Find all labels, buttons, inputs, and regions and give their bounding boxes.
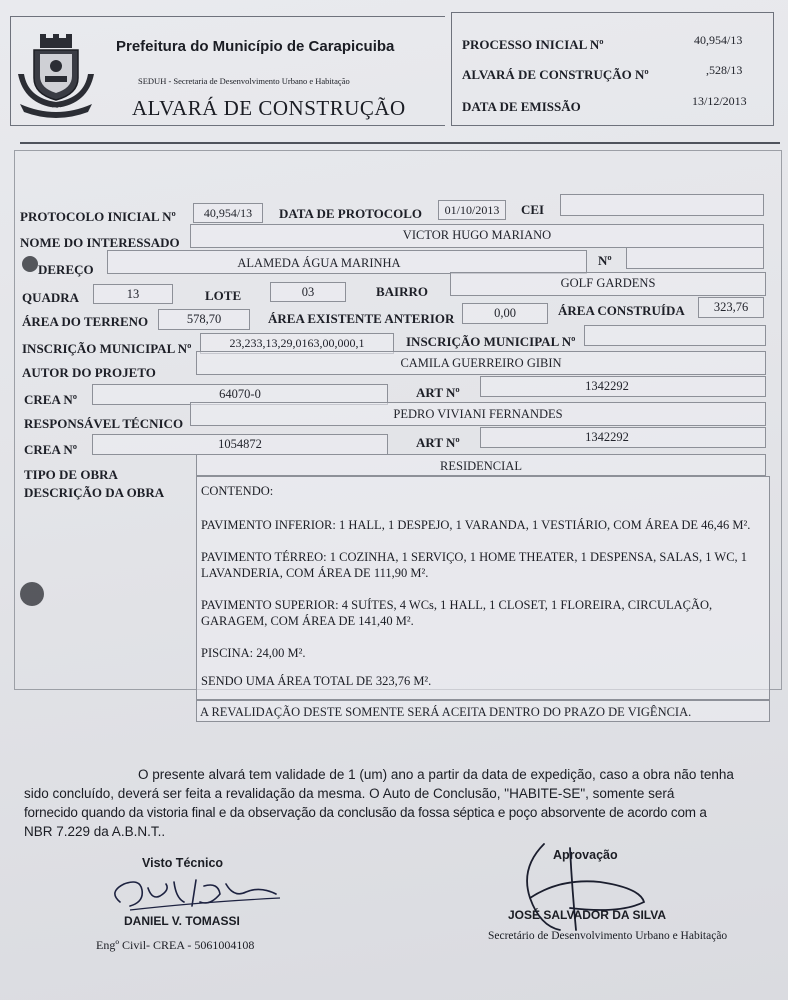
visto-role: Engº Civil- CREA - 5061004108 xyxy=(96,938,255,952)
inscricao-label: INSCRIÇÃO MUNICIPAL Nº xyxy=(22,341,192,356)
visto-tecnico-label: Visto Técnico xyxy=(142,856,224,870)
alvara-number-value: ,528/13 xyxy=(706,63,743,77)
interessado-label: NOME DO INTERESSADO xyxy=(20,235,180,250)
area-construida-value: 323,76 xyxy=(713,300,749,314)
crea2-label: CREA Nº xyxy=(24,442,78,457)
data-emissao-label: DATA DE EMISSÃO xyxy=(462,99,581,114)
punch-hole-mark xyxy=(22,256,38,272)
data-protocolo-label: DATA DE PROTOCOLO xyxy=(279,206,423,221)
numero-label: Nº xyxy=(598,253,612,268)
area-existente-value: 0,00 xyxy=(494,306,516,320)
aprovacao-signature xyxy=(500,838,660,938)
descricao-line: PAVIMENTO TÉRREO: 1 COZINHA, 1 SERVIÇO, 1 HOME THEATER, 1 DESPENSA, SALAS, 1 WC, 1 LAVANDERIA, COM ÁREA DE 111,90 M². xyxy=(201,550,748,580)
alvara-number-label: ALVARÁ DE CONSTRUÇÃO Nº xyxy=(462,67,649,82)
validity-text-line-2: sido concluído, deverá ser feita a revalidação da mesma. O Auto de Conclusão, "HABITE-SE", somente será xyxy=(24,786,675,801)
tipo-obra-value: RESIDENCIAL xyxy=(440,459,522,473)
crea2-value: 1054872 xyxy=(218,437,262,451)
autor-value: CAMILA GUERREIRO GIBIN xyxy=(400,356,562,370)
responsavel-label: RESPONSÁVEL TÉCNICO xyxy=(24,416,184,431)
validity-text-line-4: NBR 7.229 da A.B.N.T.. xyxy=(24,824,166,839)
art1-label: ART Nº xyxy=(416,385,460,400)
descricao-obra-box xyxy=(196,476,770,700)
descricao-line: PAVIMENTO SUPERIOR: 4 SUÍTES, 4 WCs, 1 HALL, 1 CLOSET, 1 FLOREIRA, CIRCULAÇÃO, GARAGEM, COM ÁREA DE 141,40 M². xyxy=(201,598,713,628)
cei-field xyxy=(560,194,764,216)
processo-label: PROCESSO INICIAL Nº xyxy=(462,37,604,52)
descricao-line: CONTENDO: xyxy=(201,484,274,498)
area-existente-label: ÁREA EXISTENTE ANTERIOR xyxy=(268,311,455,326)
bairro-value: GOLF GARDENS xyxy=(560,276,656,290)
municipal-coat-of-arms-icon xyxy=(14,34,98,118)
art1-value: 1342292 xyxy=(585,379,629,393)
interessado-value: VICTOR HUGO MARIANO xyxy=(402,228,552,242)
visto-name: DANIEL V. TOMASSI xyxy=(124,914,240,928)
cei-label: CEI xyxy=(521,202,545,217)
document-title: ALVARÁ DE CONSTRUÇÃO xyxy=(132,96,406,120)
area-terreno-label: ÁREA DO TERRENO xyxy=(22,314,149,329)
lote-label: LOTE xyxy=(205,288,242,303)
aprovacao-name: JOSÉ SALVADOR DA SILVA xyxy=(508,908,667,922)
quadra-value: 13 xyxy=(126,287,140,301)
descricao-line: SENDO UMA ÁREA TOTAL DE 323,76 M². xyxy=(201,674,432,688)
descricao-line: PISCINA: 24,00 M². xyxy=(201,646,306,660)
aprovacao-label: Aprovação xyxy=(553,848,618,862)
secretariat-name: SEDUH - Secretaria de Desenvolvimento Urbano e Habitação xyxy=(138,76,350,86)
aprovacao-role: Secretário de Desenvolvimento Urbano e Habitação xyxy=(488,930,728,942)
inscricao-value: 23,233,13,29,0163,00,000,1 xyxy=(229,336,365,350)
crest-banner: CARAPICUIBA xyxy=(40,106,72,111)
numero-field xyxy=(626,247,764,269)
endereco-value: ALAMEDA ÁGUA MARINHA xyxy=(237,256,401,270)
inscricao2-field xyxy=(584,325,766,346)
area-construida-label: ÁREA CONSTRUÍDA xyxy=(558,303,685,318)
autor-label: AUTOR DO PROJETO xyxy=(22,365,156,380)
art2-label: ART Nº xyxy=(416,435,460,450)
quadra-label: QUADRA xyxy=(22,290,80,305)
lote-value: 03 xyxy=(301,285,315,299)
data-protocolo-value: 01/10/2013 xyxy=(444,203,500,217)
responsavel-value: PEDRO VIVIANI FERNANDES xyxy=(393,407,563,421)
municipality-name: Prefeitura do Município de Carapicuiba xyxy=(116,38,395,55)
validity-text-line-1: O presente alvará tem validade de 1 (um) ano a partir da data de expedição, caso a obra não tenha xyxy=(138,767,734,782)
header-divider xyxy=(20,142,780,144)
area-terreno-value: 578,70 xyxy=(186,312,222,326)
inscricao2-label: INSCRIÇÃO MUNICIPAL Nº xyxy=(406,334,576,349)
crea1-value: 64070-0 xyxy=(219,387,261,401)
crea1-label: CREA Nº xyxy=(24,392,78,407)
art2-value: 1342292 xyxy=(585,430,629,444)
processo-value: 40,954/13 xyxy=(694,33,743,47)
validity-text-line-3: fornecido quando da vistoria final e da observação da conclusão da fossa séptica e poço absorvente de acordo com a xyxy=(24,805,707,820)
descricao-obra-label: DESCRIÇÃO DA OBRA xyxy=(24,485,165,500)
tipo-obra-label: TIPO DE OBRA xyxy=(24,467,118,482)
protocolo-value: 40,954/13 xyxy=(203,206,253,220)
punch-hole-mark xyxy=(20,582,44,606)
descricao-line: PAVIMENTO INFERIOR: 1 HALL, 1 DESPEJO, 1 VARANDA, 1 VESTIÁRIO, COM ÁREA DE 46,46 M². xyxy=(201,518,751,532)
revalidacao-note: A REVALIDAÇÃO DESTE SOMENTE SERÁ ACEITA DENTRO DO PRAZO DE VIGÊNCIA. xyxy=(200,705,692,719)
data-emissao-value: 13/12/2013 xyxy=(692,94,747,108)
endereco-label: DEREÇO xyxy=(38,262,94,277)
bairro-label: BAIRRO xyxy=(376,284,429,299)
protocolo-label: PROTOCOLO INICIAL Nº xyxy=(20,209,176,224)
